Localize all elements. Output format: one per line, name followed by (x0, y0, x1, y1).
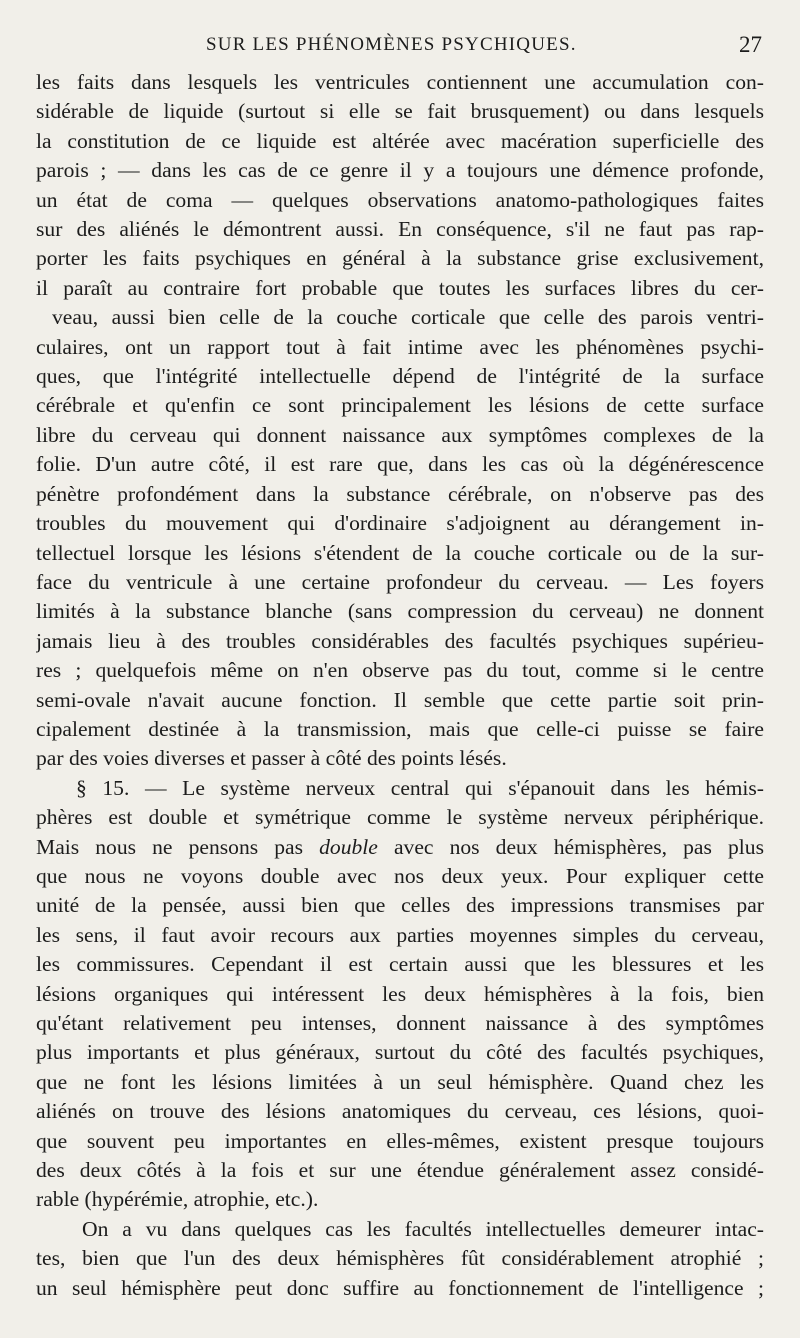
text-line: que nous ne voyons double avec nos deux yeux. Pour expliquer cette (36, 863, 764, 888)
text-line: libre du cerveau qui donnent naissance aux symptômes complexes de la (36, 422, 764, 447)
running-title: SUR LES PHÉNOMÈNES PSYCHIQUES. (206, 34, 577, 55)
text-segment: avec nos deux hémisphères, pas plus (393, 834, 764, 859)
text-line: un seul hémisphère peut donc suffire au fonctionnement de l'intelligence ; (36, 1275, 764, 1300)
text-line: folie. D'un autre côté, il est rare que, dans les cas où la dégénérescence (36, 452, 764, 477)
text-line: les faits dans lesquels les ventricules contiennent une accumulation con- (36, 70, 764, 94)
text-line: que souvent peu importantes en elles-mêmes, existent presque toujours (36, 1128, 764, 1153)
text-line: pénètre profondément dans la substance cérébrale, on n'observe pas des (36, 481, 764, 506)
text-line: les sens, il faut avoir recours aux parties moyennes simples du cerveau, (36, 922, 764, 947)
text-line: unité de la pensée, aussi bien que celles des impressions transmises par (36, 893, 764, 918)
text-line: cipalement destinée à la transmission, mais que celle-ci puisse se faire (36, 716, 764, 741)
text-line: tellectuel lorsque les lésions s'étendent de la couche corticale ou de la sur- (36, 540, 764, 565)
text-line: la constitution de ce liquide est altérée avec macération superficielle des (36, 128, 764, 153)
text-line: plus importants et plus généraux, surtout du côté des facultés psychiques, (36, 1040, 764, 1065)
text-line: les commissures. Cependant il est certain aussi que les blessures et les (36, 952, 764, 977)
text-line: que ne font les lésions limitées à un seul hémisphère. Quand chez les (36, 1069, 764, 1094)
text-line: des deux côtés à la fois et sur une étendue généralement assez considé- (36, 1158, 764, 1183)
text-line: semi-ovale n'avait aucune fonction. Il semble que cette partie soit prin- (36, 687, 764, 712)
text-line: aliénés on trouve des lésions anatomiques du cerveau, ces lésions, quoi- (36, 1099, 764, 1124)
text-line: un état de coma — quelques observations anatomo-pathologiques faites (36, 187, 764, 212)
text-line: rable (hypérémie, atrophie, etc.). (36, 1187, 319, 1212)
text-line: phères est double et symétrique comme le système nerveux périphérique. (36, 805, 764, 830)
text-line: lésions organiques qui intéressent les deux hémisphères à la fois, bien (36, 981, 764, 1006)
text-line: ques, que l'intégrité intellectuelle dépend de l'intégrité de la surface (36, 364, 764, 389)
text-line: culaires, ont un rapport tout à fait intime avec les phénomènes psychi- (36, 334, 764, 359)
text-line: sur des aliénés le démontrent aussi. En conséquence, s'il ne faut pas rap- (36, 217, 764, 242)
text-line: face du ventricule à une certaine profondeur du cerveau. — Les foyers (36, 569, 764, 594)
text-line: par des voies diverses et passer à côté des points lésés. (36, 746, 507, 771)
text-line-with-emphasis (36, 833, 764, 862)
body-text (36, 68, 764, 1303)
text-line: il paraît au contraire fort probable que toutes les surfaces libres du cer- (36, 275, 764, 300)
text-segment: Mais nous ne pensons pas (36, 834, 304, 859)
text-line: jamais lieu à des troubles considérables des facultés psychiques supérieu- (36, 628, 764, 653)
paragraph-3 (36, 1215, 764, 1303)
text-line: res ; quelquefois même on n'en observe pas du tout, comme si le centre (36, 658, 764, 683)
text-line: tes, bien que l'un des deux hémisphères fût considérablement atrophié ; (36, 1246, 764, 1271)
paragraph-1 (36, 68, 764, 774)
text-line: veau, aussi bien celle de la couche corticale que celle des parois ventri- (52, 305, 764, 330)
emphasized-word: double (319, 834, 378, 859)
text-line: cérébrale et qu'enfin ce sont principalement les lésions de cette surface (36, 393, 764, 418)
paragraph-2 (36, 774, 764, 1215)
running-head (36, 34, 764, 68)
text-line: On a vu dans quelques cas les facultés intellectuelles demeurer intac- (82, 1216, 764, 1241)
text-line: troubles du mouvement qui d'ordinaire s'adjoignent au dérangement in- (36, 511, 764, 536)
page-number: 27 (739, 32, 762, 57)
text-line: parois ; — dans les cas de ce genre il y a toujours une démence profonde, (36, 158, 764, 183)
text-line: porter les faits psychiques en général à la substance grise exclusivement, (36, 246, 764, 271)
text-line: qu'étant relativement peu intenses, donnent naissance à des symptômes (36, 1011, 764, 1035)
text-line: sidérable de liquide (surtout si elle se fait brusquement) ou dans lesquels (36, 99, 764, 124)
text-line: limités à la substance blanche (sans compression du cerveau) ne donnent (36, 599, 764, 624)
section-start-line: § 15. — Le système nerveux central qui s'épanouit dans les hémis- (76, 775, 764, 800)
